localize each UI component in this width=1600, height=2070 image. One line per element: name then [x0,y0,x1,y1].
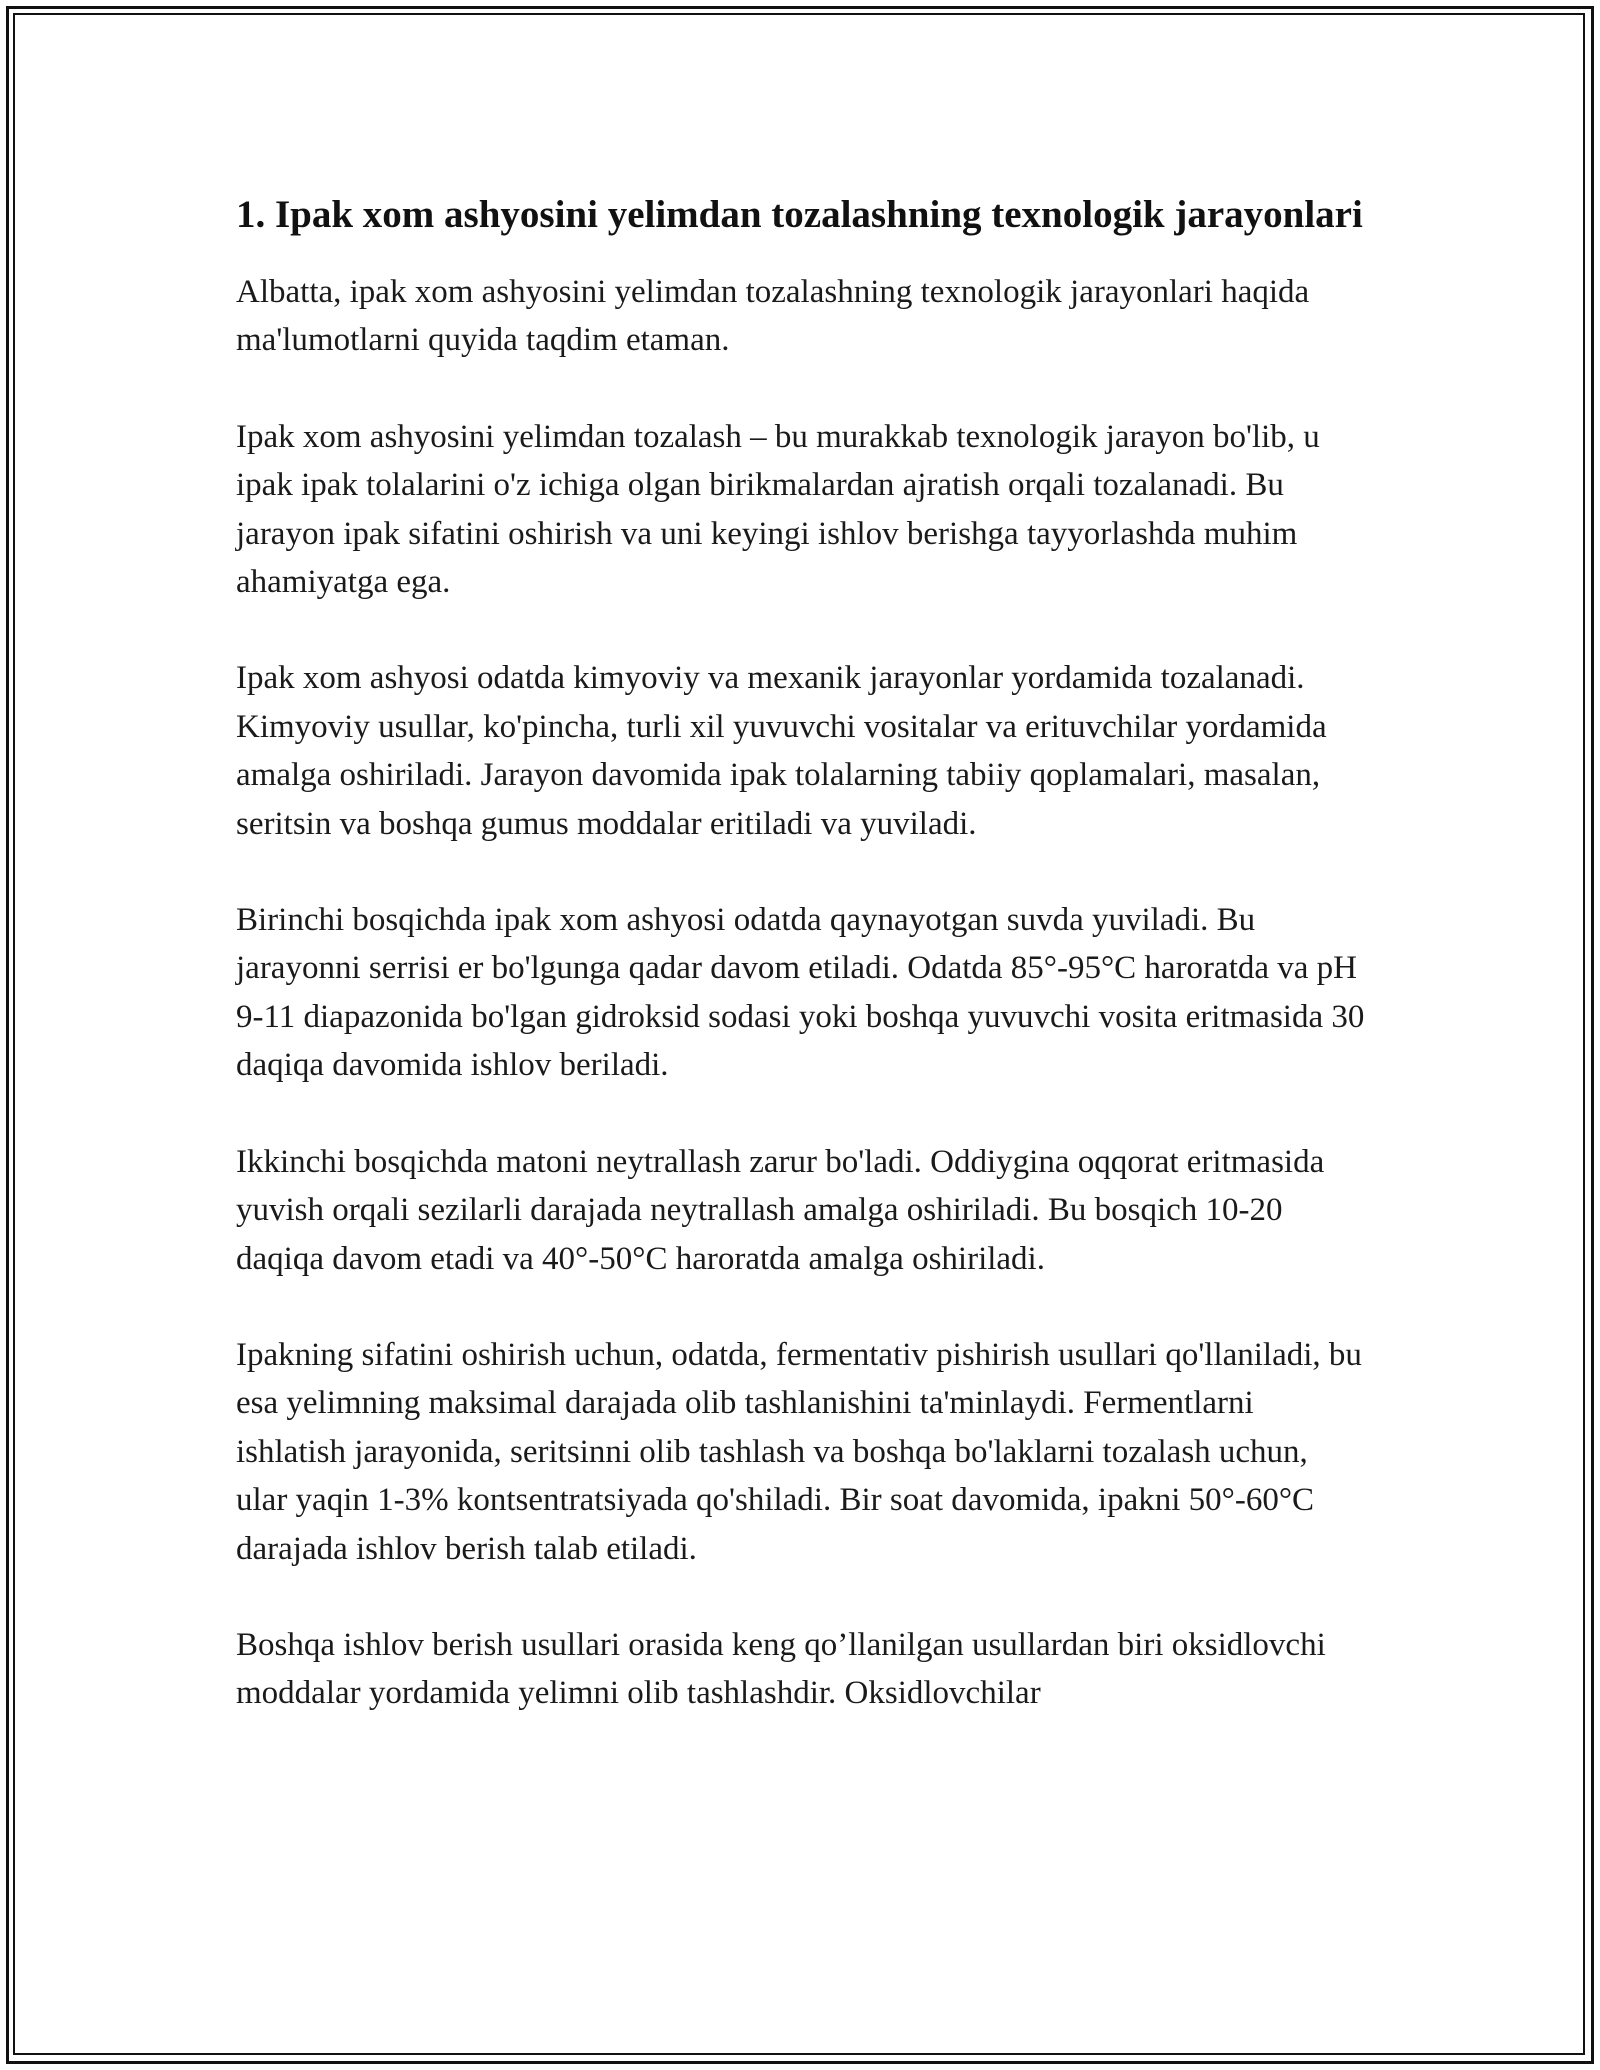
section-heading: 1. Ipak xom ashyosini yelimdan tozalashning texnologik jarayonlari [236,193,1363,236]
paragraph-oxidizing: Boshqa ishlov berish usullari orasida keng qo’llanilgan usullardan biri oksidlovchi moddalar yordamida yelimni olib tashlashdir. Oksidlovchilar [236,1626,1326,1712]
paragraph-enzymatic: Ipakning sifatini oshirish uchun, odatda, fermentativ pishirish usullari qo'llaniladi, bu esa yelimning maksimal darajada olib tashlanishini ta'minlaydi. Fermentlarni ishlatish jarayonida, seritsinni olib tashlash va boshqa bo'laklarni tozalash uchun, ular yaqin 1-3% kontsentratsiyada qo'shiladi. Bir soat davomida, ipakni 50°-60°C darajada ishlov berish talab etiladi. [236,1336,1362,1567]
document-body [236,190,1366,1766]
paragraph-methods: Ipak xom ashyosi odatda kimyoviy va mexanik jarayonlar yordamida tozalanadi. Kimyoviy usullar, ko'pincha, turli xil yuvuvchi vositalar va erituvchilar yordamida amalga oshiriladi. Jarayon davomida ipak tolalarning tabiiy qoplamalari, masalan, seritsin va boshqa gumus moddalar eritiladi va yuviladi. [236,660,1327,842]
paragraph-intro: Albatta, ipak xom ashyosini yelimdan tozalashning texnologik jarayonlari haqida ma'lumotlarni quyida taqdim etaman. [236,274,1310,359]
paragraph-definition: Ipak xom ashyosini yelimdan tozalash – bu murakkab texnologik jarayon bo'lib, u ipak ipak tolalarini o'z ichiga olgan birikmalardan ajratish orqali tozalanadi. Bu jarayon ipak sifatini oshirish va uni keyingi ishlov berishga tayyorlashda muhim ahamiyatga ega. [236,418,1320,601]
paragraph-stage-one: Birinchi bosqichda ipak xom ashyosi odatda qaynayotgan suvda yuviladi. Bu jarayonni serrisi er bo'lgunga qadar davom etiladi. Odatda 85°-95°C haroratda va pH 9-11 diapazonida bo'lgan gidroksid sodasi yoki boshqa yuvuvchi vosita eritmasida 30 daqiqa davomida ishlov beriladi. [236,902,1365,1084]
paragraph-stage-two: Ikkinchi bosqichda matoni neytrallash zarur bo'ladi. Oddiygina oqqorat eritmasida yuvish orqali sezilarli darajada neytrallash amalga oshiriladi. Bu bosqich 10-20 daqiqa davom etadi va 40°-50°C haroratda amalga oshiriladi. [236,1143,1325,1277]
